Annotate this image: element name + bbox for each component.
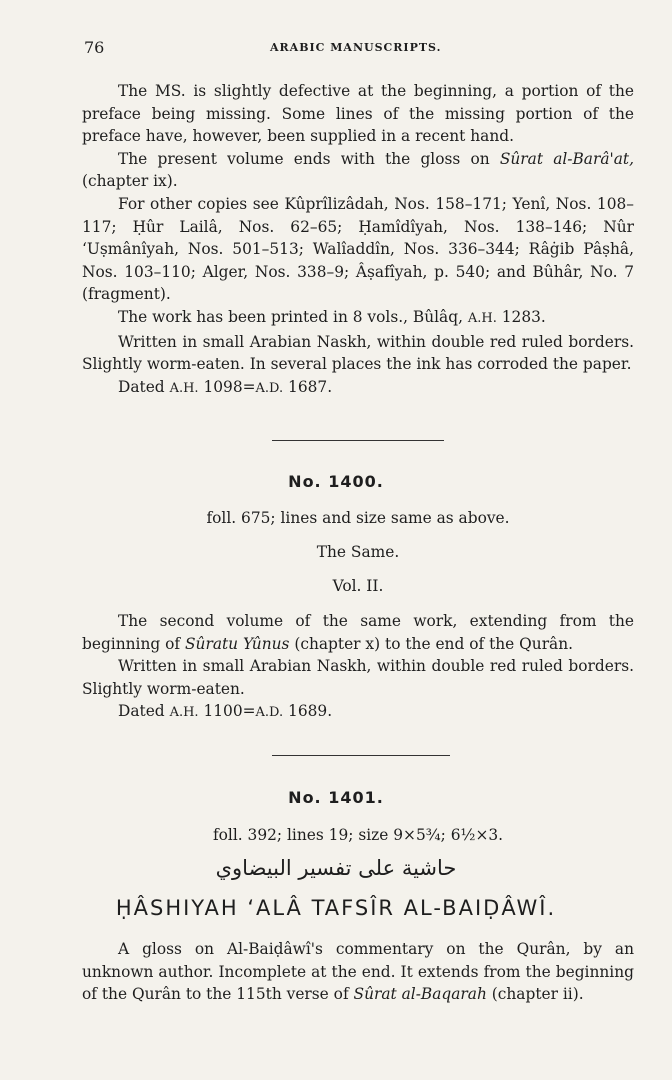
- section-divider: [272, 755, 450, 756]
- paragraph: Written in small Arabian Naskh, within double red ruled borders. Slightly worm-eaten. In several places the ink has corroded the paper.: [82, 332, 634, 374]
- entry-1399-continuation: [82, 80, 634, 400]
- paragraph: The present volume ends with the gloss on Sûrat al-Barâ'at, (chapter ix).: [82, 149, 634, 191]
- transliterated-title: ḤÂSHIYAH ʻALÂ TAFSÎR AL-BAIḌÂWÎ.: [115, 896, 557, 920]
- running-title: ARABIC MANUSCRIPTS.: [270, 41, 442, 54]
- entry-title: The Same.: [316, 543, 400, 561]
- paragraph: Dated A.H. 1100=A.D. 1689.: [118, 702, 333, 721]
- paragraph: The work has been printed in 8 vols., Bûlâq, A.H. 1283.: [118, 307, 546, 326]
- page-header: [84, 38, 632, 62]
- section-divider: [272, 440, 444, 441]
- arabic-title: حاشية على تفسير البيضاوي: [215, 856, 457, 880]
- entry-number: No. 1400.: [288, 472, 384, 491]
- entry-1400-description: [82, 610, 634, 725]
- folio-info: foll. 675; lines and size same as above.: [206, 509, 510, 527]
- page-number: 76: [84, 38, 105, 57]
- paragraph: For other copies see Kûprîlizâdah, Nos. 158–171; Yenî, Nos. 108–117; Ḥûr Lailâ, Nos. 62–65; Ḥamîdîyah, Nos. 138–146; Nûr ʻUṣmânîyah, Nos. 501–513; Walîaddîn, Nos. 336–344; Râġib Pâṣhâ, Nos. 103–110; Alger, Nos. 338–9; Âṣafîyah, p. 540; and Bûhâr, No. 7 (fragment).: [82, 194, 634, 304]
- paragraph: Dated A.H. 1098=A.D. 1687.: [118, 377, 333, 396]
- volume-label: Vol. II.: [332, 577, 384, 595]
- paragraph: The second volume of the same work, extending from the beginning of Sûratu Yûnus (chapter x) to the end of the Qurân.: [82, 612, 634, 653]
- entry-number: No. 1401.: [288, 788, 384, 807]
- entry-1401-description: [82, 938, 634, 1006]
- paragraph: A gloss on Al-Baiḍâwî's commentary on the Qurân, by an unknown author. Incomplete at the end. It extends from the beginning of the Qurân to the 115th verse of Sûrat al-Baqarah (chapter ii).: [82, 940, 634, 1004]
- paragraph: The MS. is slightly defective at the beginning, a portion of the preface being missing. Some lines of the missing portion of the preface have, however, been supplied in a recent hand.: [82, 82, 634, 146]
- paragraph: Written in small Arabian Naskh, within double red ruled borders. Slightly worm-eaten.: [82, 657, 634, 698]
- folio-info: foll. 392; lines 19; size 9×5¾; 6½×3.: [212, 826, 504, 844]
